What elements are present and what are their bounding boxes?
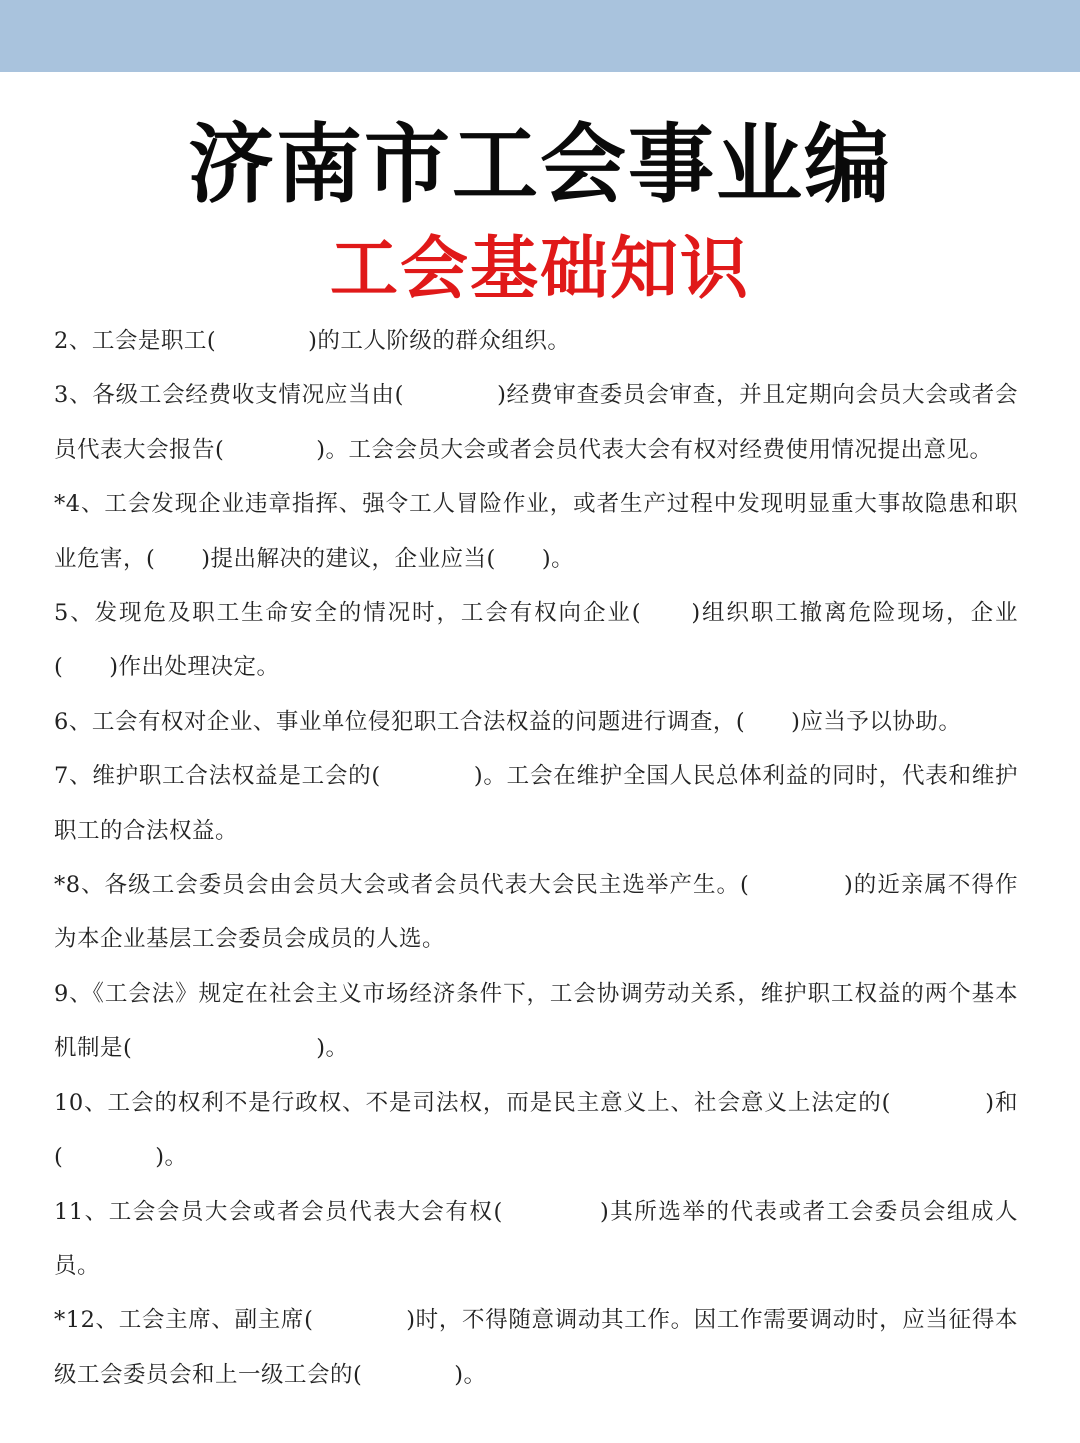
question-12: *12、工会主席、副主席( )时，不得随意调动其工作。因工作需要调动时，应当征得本级工会委员会和上一级工会的( )。 [54,1307,1018,1388]
question-2: 2、工会是职工( )的工人阶级的群众组织。 [54,328,571,354]
page-subtitle: 工会基础知识 [329,230,750,309]
question-4: *4、工会发现企业违章指挥、强令工人冒险作业，或者生产过程中发现明显重大事故隐患和职业危害，( )提出解决的建议，企业应当( )。 [54,491,1018,572]
question-6: 6、工会有权对企业、事业单位侵犯职工合法权益的问题进行调查，( )应当予以协助。 [54,708,962,735]
question-7: 7、维护职工合法权益是工会的( )。工会在维护全国人民总体利益的同时，代表和维护职工的合法权益。 [54,763,1018,844]
question-5: 5、发现危及职工生命安全的情况时，工会有权向企业( )组织职工撤离危险现场，企业( )作出处理决定。 [54,600,1018,681]
question-list [54,314,1018,1402]
question-9: 9、《工会法》规定在社会主义市场经济条件下，工会协调劳动关系，维护职工权益的两个基本机制是( )。 [54,980,1018,1062]
question-10: 10、工会的权利不是行政权、不是司法权，而是民主意义上、社会意义上法定的( )和( )。 [54,1089,1018,1171]
top-banner [0,0,1080,72]
question-3: 3、各级工会经费收支情况应当由( )经费审查委员会审查，并且定期向会员大会或者会员代表大会报告( )。工会会员大会或者会员代表大会有权对经费使用情况提出意见。 [54,382,1018,463]
page-title: 济南市工会事业编 [188,115,892,215]
question-8: *8、各级工会委员会由会员大会或者会员代表大会民主选举产生。( )的近亲属不得作为本企业基层工会委员会成员的人选。 [54,872,1018,953]
question-11: 11、工会会员大会或者会员代表大会有权( )其所选举的代表或者工会委员会组成人员。 [54,1198,1018,1279]
